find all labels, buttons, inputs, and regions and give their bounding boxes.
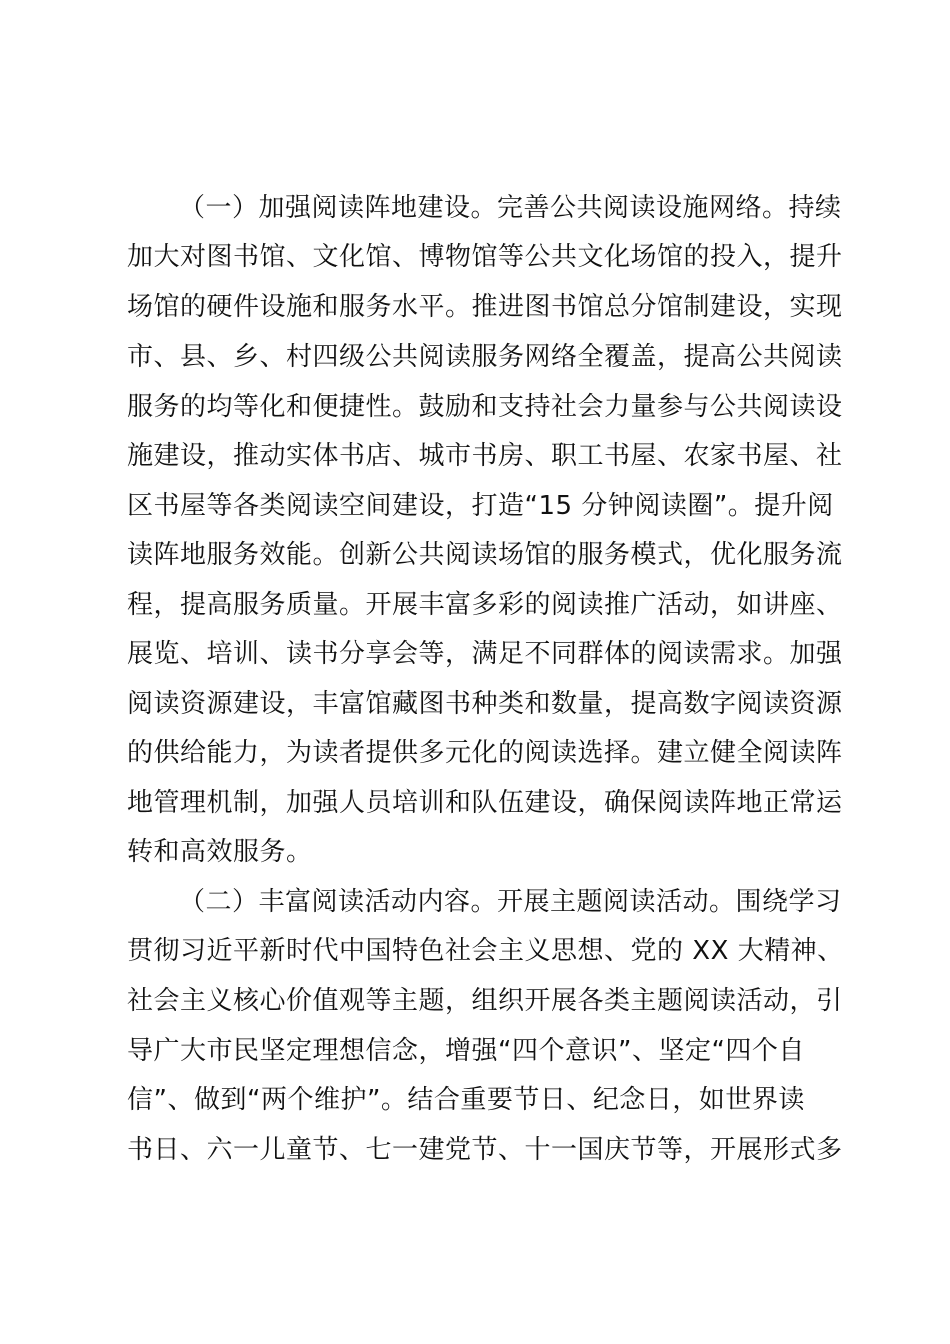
paragraph-1-line-1: （一）加强阅读阵地建设。完善公共阅读设施网络。持续 — [179, 193, 842, 223]
paragraph-1-line-2: 加大对图书馆、文化馆、博物馆等公共文化场馆的投入，提升 — [127, 242, 843, 272]
paragraph-2-line-3: 社会主义核心价值观等主题，组织开展各类主题阅读活动，引 — [127, 986, 843, 1016]
paragraph-1-line-6: 施建设，推动实体书店、城市书房、职工书屋、农家书屋、社 — [127, 441, 843, 471]
paragraph-1-line-3: 场馆的硬件设施和服务水平。推进图书馆总分馆制建设，实现 — [127, 292, 843, 322]
paragraph-2-line-1: （二）丰富阅读活动内容。开展主题阅读活动。围绕学习 — [179, 887, 842, 917]
paragraph-1-line-9: 程，提高服务质量。开展丰富多彩的阅读推广活动，如讲座、 — [127, 590, 843, 620]
paragraph-2-line-2: 贯彻习近平新时代中国特色社会主义思想、党的 XX 大精神、 — [127, 936, 844, 966]
paragraph-1-line-11: 阅读资源建设，丰富馆藏图书种类和数量，提高数字阅读资源 — [127, 689, 843, 719]
paragraph-1-line-12: 的供给能力，为读者提供多元化的阅读选择。建立健全阅读阵 — [127, 738, 843, 768]
paragraph-1-line-5: 服务的均等化和便捷性。鼓励和支持社会力量参与公共阅读设 — [127, 392, 843, 422]
paragraph-1-line-10: 展览、培训、读书分享会等，满足不同群体的阅读需求。加强 — [127, 639, 843, 669]
paragraph-2-line-4: 导广大市民坚定理想信念，增强“四个意识”、坚定“四个自 — [127, 1036, 805, 1066]
paragraph-1-line-8: 读阵地服务效能。创新公共阅读场馆的服务模式，优化服务流 — [127, 540, 843, 570]
paragraph-2-line-6: 书日、六一儿童节、七一建党节、十一国庆节等，开展形式多 — [127, 1135, 843, 1165]
paragraph-1-line-13: 地管理机制，加强人员培训和队伍建设，确保阅读阵地正常运 — [127, 788, 843, 818]
paragraph-1-line-14: 转和高效服务。 — [127, 837, 313, 867]
paragraph-2-line-5: 信”、做到“两个维护”。结合重要节日、纪念日，如世界读 — [127, 1085, 805, 1115]
paragraph-1-line-7: 区书屋等各类阅读空间建设，打造“15 分钟阅读圈”。提升阅 — [127, 491, 834, 521]
paragraph-1-line-4: 市、县、乡、村四级公共阅读服务网络全覆盖，提高公共阅读 — [127, 342, 843, 372]
